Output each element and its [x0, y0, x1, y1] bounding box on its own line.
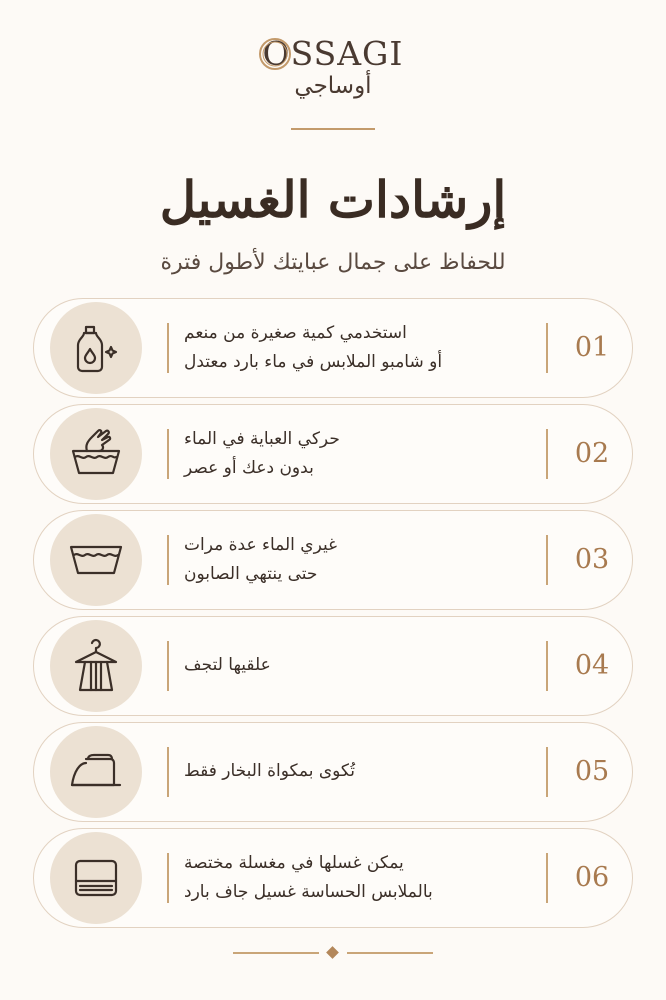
- step-number: 02: [574, 438, 610, 469]
- wash-basin-icon: [65, 535, 127, 585]
- step-card: [33, 298, 633, 398]
- step-text: [184, 617, 534, 714]
- step-line: يمكن غسلها في مغسلة مختصة: [184, 852, 404, 873]
- step-card: [33, 722, 633, 822]
- step-line: تُكوى بمكواة البخار فقط: [184, 761, 356, 781]
- divider: [546, 641, 548, 691]
- hanger-dress-icon: [68, 635, 124, 697]
- step-icon-circle: [50, 726, 142, 818]
- brand-arabic: أوساجي: [294, 73, 372, 99]
- detergent-bottle-icon: [67, 319, 125, 377]
- step-line: استخدمي كمية صغيرة من منعم: [184, 322, 407, 343]
- top-divider: [291, 128, 375, 130]
- divider: [546, 535, 548, 585]
- dry-clean-icon: [68, 853, 124, 903]
- step-line: حركي العباية في الماء: [184, 428, 340, 449]
- step-icon-circle: [50, 832, 142, 924]
- step-icon-circle: [50, 302, 142, 394]
- step-number: 04: [574, 650, 610, 681]
- diamond-icon: [326, 946, 339, 959]
- step-text: [184, 405, 534, 502]
- steps-list: [33, 298, 633, 934]
- step-icon-circle: [50, 620, 142, 712]
- divider: [167, 323, 169, 373]
- divider: [167, 641, 169, 691]
- ornament-line: [233, 952, 319, 954]
- step-text: [184, 829, 534, 926]
- ornament-line: [347, 952, 433, 954]
- divider: [167, 429, 169, 479]
- page-subtitle: للحفاظ على جمال عبايتك لأطول فترة: [160, 250, 506, 275]
- step-card: [33, 616, 633, 716]
- step-text: [184, 299, 534, 396]
- step-card: [33, 828, 633, 928]
- brand-latin-text: OSSAGI: [262, 34, 404, 73]
- page-title: إرشادات الغسيل: [159, 170, 507, 229]
- step-line: علقيها لتجف: [184, 655, 271, 675]
- divider: [546, 853, 548, 903]
- step-text: [184, 511, 534, 608]
- step-text: [184, 723, 534, 820]
- step-line: غيري الماء عدة مرات: [184, 534, 338, 555]
- step-line: بالملابس الحساسة غسيل جاف بارد: [184, 881, 433, 902]
- divider: [167, 535, 169, 585]
- divider: [546, 747, 548, 797]
- step-number: 03: [574, 544, 610, 575]
- step-line: حتى ينتهي الصابون: [184, 563, 318, 584]
- step-icon-circle: [50, 514, 142, 606]
- brand-logo: [0, 34, 666, 100]
- divider: [546, 429, 548, 479]
- step-icon-circle: [50, 408, 142, 500]
- iron-icon: [66, 747, 126, 797]
- divider: [546, 323, 548, 373]
- divider: [167, 747, 169, 797]
- step-number: 05: [574, 756, 610, 787]
- logo-ring-icon: [257, 36, 293, 72]
- step-number: 06: [574, 862, 610, 893]
- step-line: أو شامبو الملابس في ماء بارد معتدل: [184, 351, 443, 372]
- step-card: [33, 404, 633, 504]
- divider: [167, 853, 169, 903]
- bottom-ornament: [233, 946, 433, 960]
- brand-latin: [263, 34, 404, 74]
- step-card: [33, 510, 633, 610]
- step-line: بدون دعك أو عصر: [184, 457, 314, 478]
- step-number: 01: [574, 332, 610, 363]
- hand-wash-icon: [65, 425, 127, 483]
